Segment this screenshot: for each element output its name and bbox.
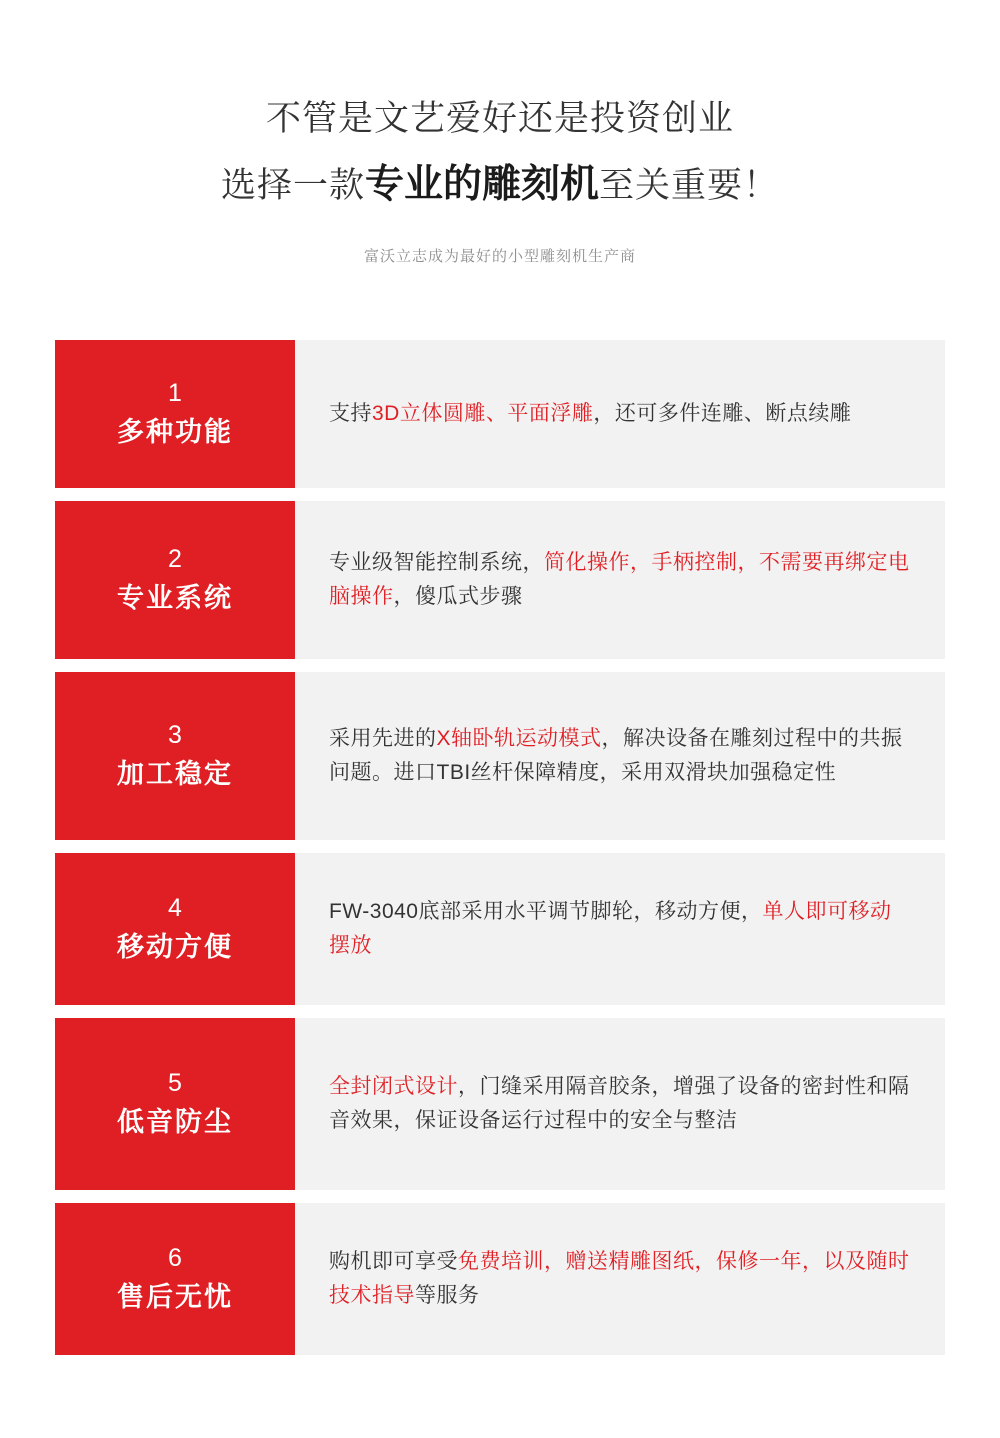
headline-line-1: 不管是文艺爱好还是投资创业 bbox=[265, 99, 734, 138]
body-text: 购机即可享受 bbox=[329, 1249, 458, 1273]
page-subtitle: 富沃立志成为最好的小型雕刻机生产商 bbox=[363, 247, 636, 265]
list-item bbox=[55, 340, 945, 488]
list-item bbox=[55, 853, 945, 1005]
feature-title: 售后无忧 bbox=[117, 1281, 233, 1312]
body-text: 支持 bbox=[329, 401, 372, 425]
headline-line-2 bbox=[0, 162, 1000, 209]
feature-badge bbox=[55, 340, 295, 488]
body-text: 等服务 bbox=[415, 1283, 480, 1307]
list-item bbox=[55, 1018, 945, 1190]
body-text: ，门缝采用隔音胶条，增强了设备的密封性和隔音效果，保证设备运行过程中的安全与整洁 bbox=[329, 1074, 910, 1132]
feature-description bbox=[329, 1070, 911, 1138]
feature-number: 4 bbox=[168, 894, 182, 923]
body-text: FW-3040底部采用水平调节脚轮，移动方便， bbox=[329, 899, 763, 923]
feature-badge bbox=[55, 1018, 295, 1190]
feature-badge bbox=[55, 1203, 295, 1355]
feature-number: 5 bbox=[168, 1069, 182, 1098]
highlighted-text: 免费培训，赠送精雕图纸，保修一年，以及随时技术指导 bbox=[329, 1249, 910, 1307]
body-text: 采用先进的 bbox=[329, 726, 437, 750]
highlighted-text: X轴卧轨运动模式 bbox=[436, 726, 602, 750]
feature-title: 加工稳定 bbox=[117, 758, 233, 789]
highlighted-text: 单人即可移动摆放 bbox=[329, 899, 892, 957]
body-text: ，傻瓜式步骤 bbox=[393, 584, 523, 608]
feature-number: 6 bbox=[168, 1244, 182, 1273]
feature-title: 专业系统 bbox=[117, 582, 233, 613]
bottom-spacer bbox=[0, 1368, 1000, 1438]
feature-badge bbox=[55, 672, 295, 840]
highlighted-text: 3D立体圆雕、平面浮雕 bbox=[372, 401, 594, 425]
body-text: ，解决设备在雕刻过程中的共振问题。进口TBI丝杆保障精度，采用双滑块加强稳定性 bbox=[329, 726, 903, 784]
highlighted-text: 全封闭式设计 bbox=[329, 1074, 458, 1098]
headline-suffix: 至关重要！ bbox=[599, 166, 780, 205]
feature-badge bbox=[55, 853, 295, 1005]
body-text: 专业级智能控制系统， bbox=[329, 550, 544, 574]
headline-prefix: 选择一款 bbox=[220, 166, 365, 205]
list-item bbox=[55, 672, 945, 840]
feature-description bbox=[329, 546, 911, 614]
body-text: ，还可多件连雕、断点续雕 bbox=[593, 401, 852, 425]
feature-number: 2 bbox=[168, 545, 182, 574]
list-item bbox=[55, 1203, 945, 1355]
feature-body bbox=[295, 501, 945, 659]
feature-body bbox=[295, 1018, 945, 1190]
headline-emphasis: 专业的雕刻机 bbox=[364, 163, 599, 206]
feature-badge bbox=[55, 501, 295, 659]
feature-description bbox=[329, 895, 911, 963]
feature-description bbox=[329, 1245, 911, 1313]
list-item bbox=[55, 501, 945, 659]
page-header bbox=[0, 0, 1000, 266]
feature-body bbox=[295, 1203, 945, 1355]
feature-description bbox=[329, 722, 911, 790]
feature-title: 移动方便 bbox=[117, 931, 233, 962]
feature-number: 3 bbox=[168, 721, 182, 750]
feature-body bbox=[295, 853, 945, 1005]
highlighted-text: 简化操作，手柄控制，不需要再绑定电脑操作 bbox=[329, 550, 910, 608]
feature-number: 1 bbox=[168, 379, 182, 408]
feature-title: 低音防尘 bbox=[117, 1106, 233, 1137]
feature-body bbox=[295, 672, 945, 840]
feature-list bbox=[0, 340, 1000, 1355]
feature-description bbox=[329, 397, 851, 431]
feature-body bbox=[295, 340, 945, 488]
feature-title: 多种功能 bbox=[117, 416, 233, 447]
